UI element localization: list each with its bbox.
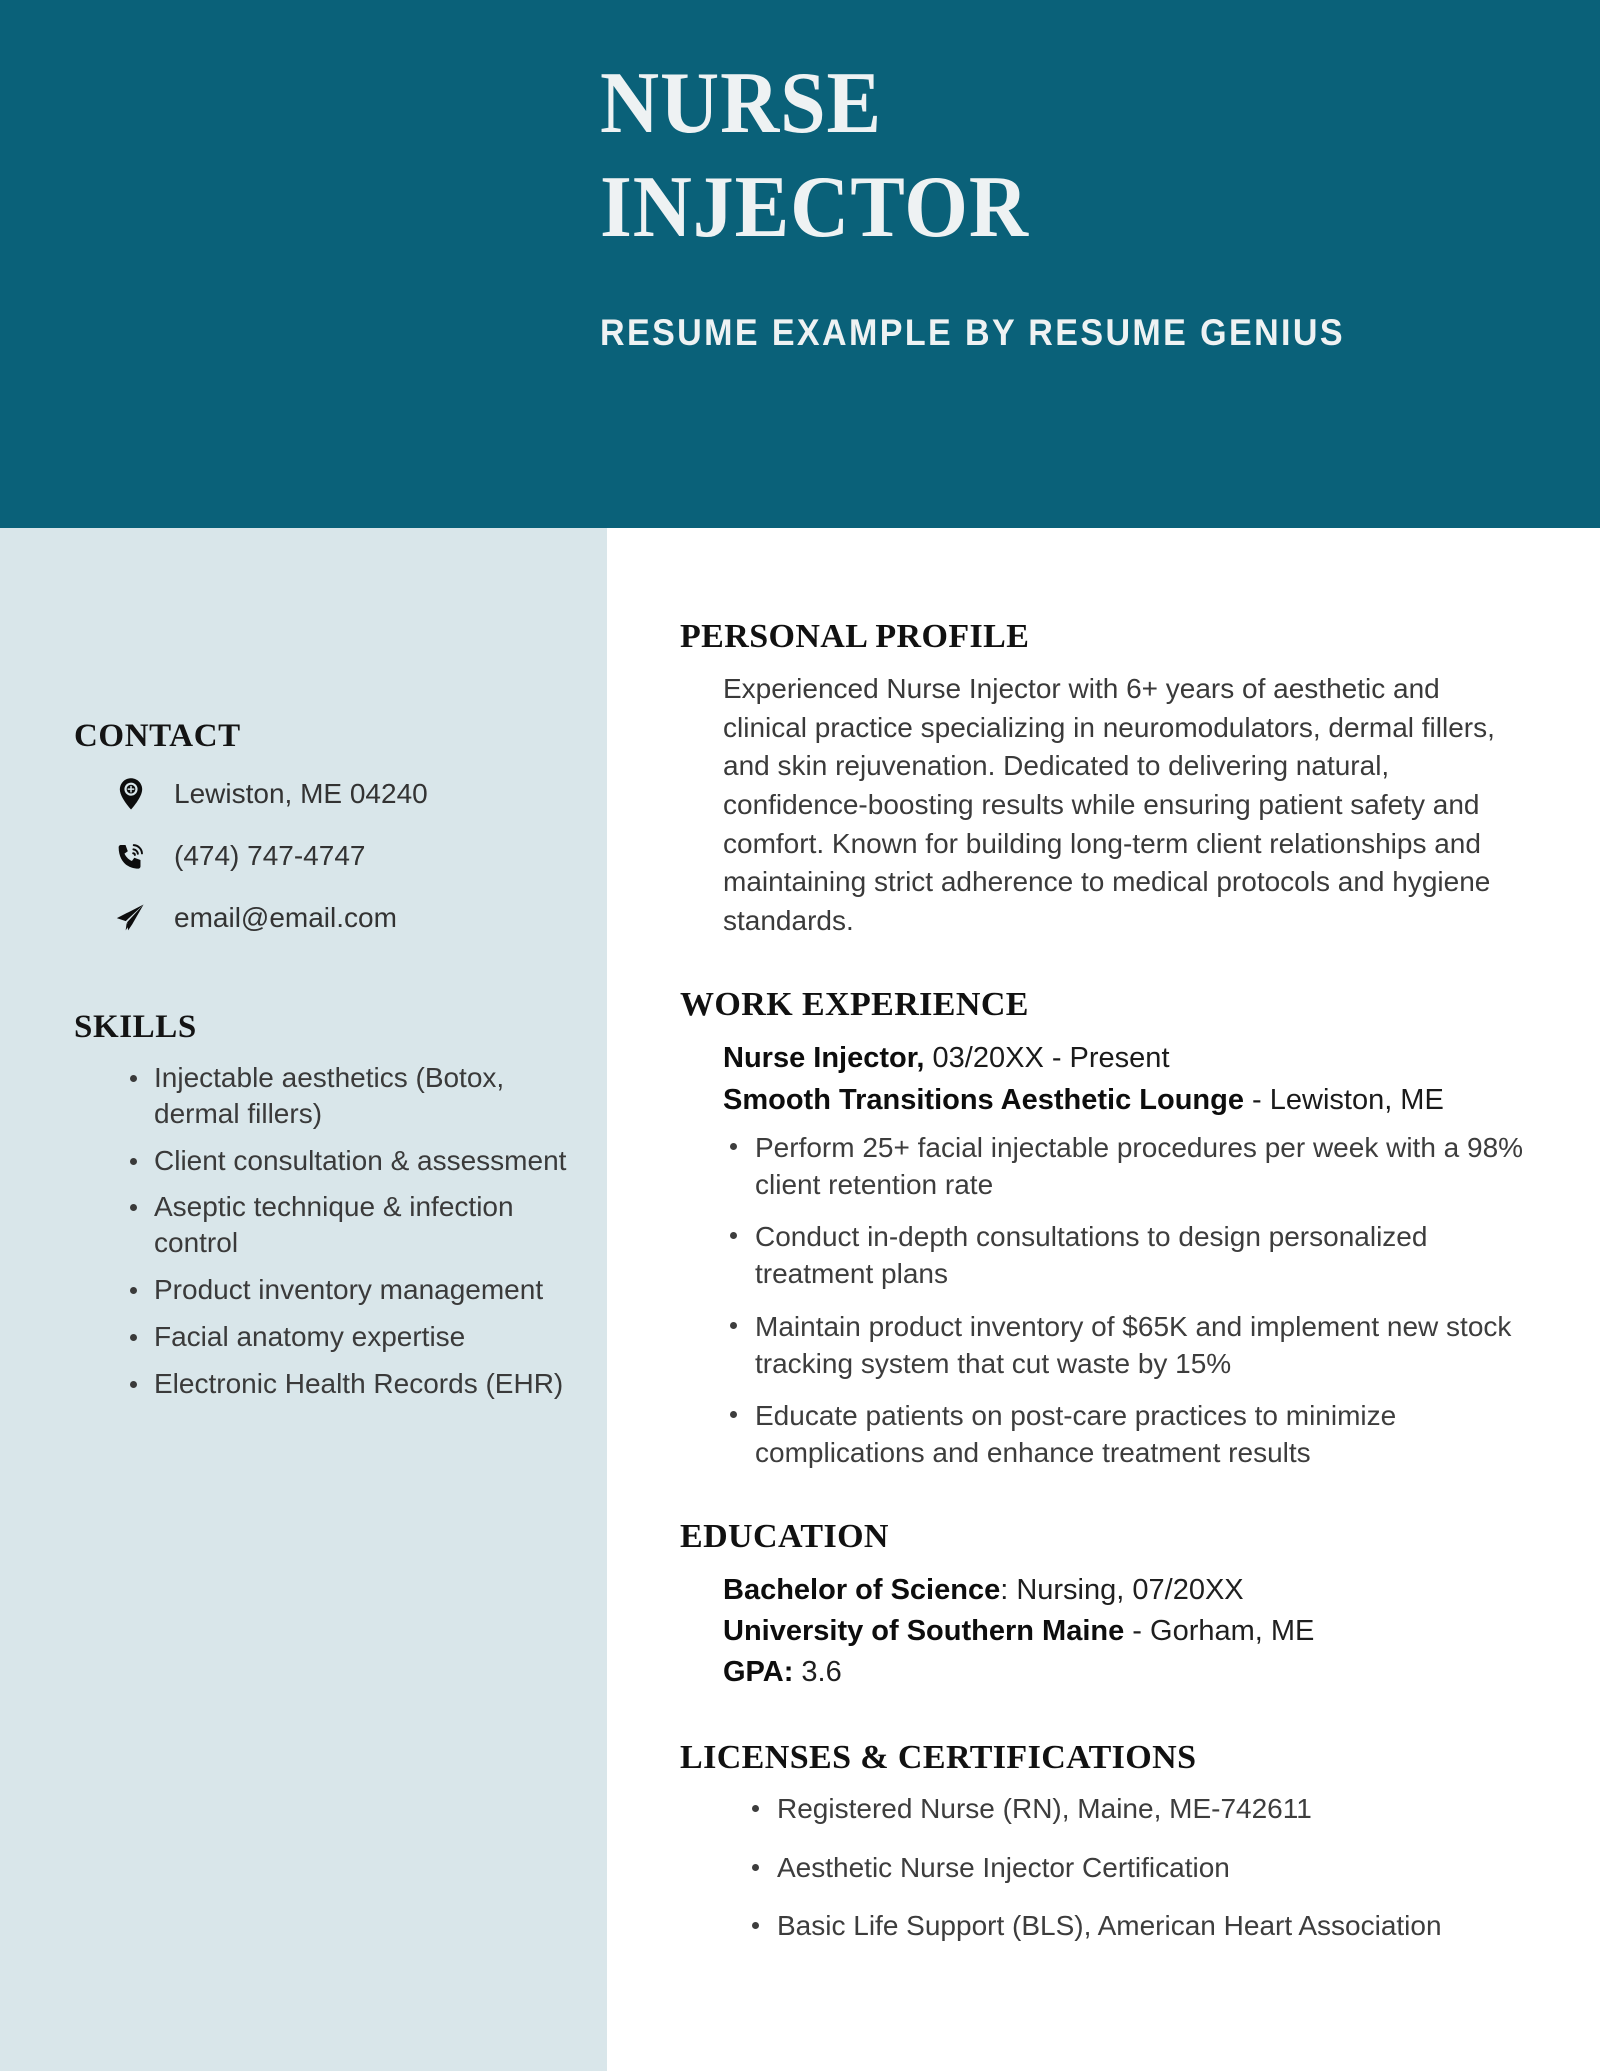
- list-item: Facial anatomy expertise: [128, 1319, 567, 1355]
- licenses-body: [680, 1791, 1530, 1944]
- map-pin-icon: [114, 777, 148, 811]
- education-school-line: [723, 1611, 1530, 1652]
- work-experience-body: [680, 1038, 1530, 1471]
- job-dates: 03/20XX - Present: [924, 1042, 1170, 1075]
- contact-item-location: [74, 763, 567, 825]
- job-title: Nurse Injector,: [723, 1042, 925, 1075]
- contact-heading: CONTACT: [74, 718, 241, 754]
- header-subtitle: RESUME EXAMPLE BY RESUME GENIUS: [600, 311, 1345, 353]
- job-company-line: [723, 1080, 1530, 1121]
- phone-icon: [114, 840, 148, 872]
- education-degree-line: [723, 1570, 1530, 1611]
- list-item: Client consultation & assessment: [128, 1143, 567, 1179]
- contact-item-email: [74, 887, 567, 949]
- job-location: - Lewiston, ME: [1243, 1083, 1444, 1116]
- personal-profile-heading: PERSONAL PROFILE: [680, 618, 1030, 655]
- paper-plane-icon: [114, 903, 148, 933]
- contact-list: [74, 763, 567, 949]
- education-body: [680, 1570, 1530, 1694]
- candidate-title-line-1: NURSE: [600, 55, 883, 152]
- licenses-heading: LICENSES & CERTIFICATIONS: [680, 1739, 1197, 1777]
- education-school-label: University of Southern Maine: [723, 1614, 1125, 1647]
- contact-location-text: Lewiston, ME 04240: [174, 778, 428, 809]
- education-degree-detail: : Nursing, 07/20XX: [1000, 1573, 1244, 1606]
- main-content: [607, 562, 1600, 1990]
- job-company: Smooth Transitions Aesthetic Lounge: [723, 1083, 1244, 1116]
- list-item: Aseptic technique & infection control: [128, 1189, 567, 1261]
- education-school-detail: - Gorham, ME: [1124, 1614, 1315, 1647]
- personal-profile-body: [680, 670, 1530, 940]
- list-item: Injectable aesthetics (Botox, dermal fillers): [128, 1060, 567, 1132]
- skills-section: [74, 1009, 567, 1402]
- work-experience-section: [680, 986, 1530, 1471]
- education-gpa-line: [723, 1652, 1530, 1693]
- list-item: Registered Nurse (RN), Maine, ME-742611: [749, 1791, 1530, 1827]
- skills-heading: SKILLS: [74, 1009, 197, 1045]
- skills-list: [74, 1060, 567, 1402]
- header-inner: [600, 52, 1570, 354]
- list-item: Educate patients on post-care practices to minimize complications and enhance treatment results: [727, 1397, 1530, 1471]
- sidebar: [0, 528, 607, 2071]
- contact-email-text: email@email.com: [174, 902, 397, 933]
- work-experience-heading: WORK EXPERIENCE: [680, 986, 1029, 1024]
- list-item: Product inventory management: [128, 1272, 567, 1308]
- job-title-line: [723, 1038, 1530, 1079]
- licenses-section: [680, 1739, 1530, 1944]
- list-item: Perform 25+ facial injectable procedures per week with a 98% client retention rate: [727, 1129, 1530, 1203]
- education-gpa-value: 3.6: [793, 1655, 842, 1688]
- education-gpa-label: GPA:: [723, 1655, 794, 1688]
- list-item: Electronic Health Records (EHR): [128, 1366, 567, 1402]
- list-item: Conduct in-depth consultations to design personalized treatment plans: [727, 1218, 1530, 1292]
- education-degree-label: Bachelor of Science: [723, 1573, 1001, 1606]
- contact-item-phone: [74, 825, 567, 887]
- personal-profile-section: [680, 618, 1530, 940]
- list-item: Maintain product inventory of $65K and implement new stock tracking system that cut waste by 15%: [727, 1308, 1530, 1382]
- candidate-title-line-2: INJECTOR: [600, 158, 1029, 256]
- resume-header: [0, 0, 1600, 528]
- education-heading: EDUCATION: [680, 1517, 889, 1555]
- personal-profile-text: Experienced Nurse Injector with 6+ years of aesthetic and clinical practice specializing in neuromodulators, dermal fillers, and skin rejuvenation. Dedicated to delivering natural, confidence-boosting results while ensuring patient safety and comfort. Known for building long-term client relationships and maintaining strict adherence to medical protocols and hygiene standards.: [723, 673, 1495, 936]
- list-item: Basic Life Support (BLS), American Heart Association: [749, 1908, 1530, 1944]
- licenses-list: [723, 1791, 1530, 1944]
- education-section: [680, 1518, 1530, 1694]
- contact-section: [74, 718, 567, 949]
- list-item: Aesthetic Nurse Injector Certification: [749, 1850, 1530, 1886]
- job-bullets: [723, 1129, 1530, 1472]
- contact-phone-text: (474) 747-4747: [174, 840, 366, 871]
